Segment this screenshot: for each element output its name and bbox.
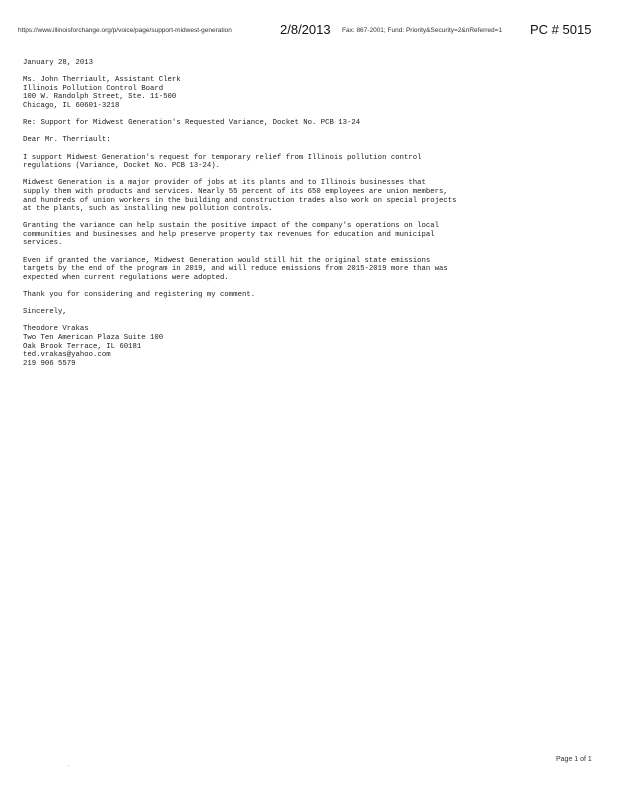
letter-body [23, 59, 588, 377]
public-comment-number: PC # 5015 [530, 22, 592, 37]
paragraph-line: Midwest Generation is a major provider of jobs at its plants and to Illinois businesses that [23, 179, 426, 188]
letter-paragraph [23, 179, 588, 213]
letter-paragraph [23, 222, 588, 248]
letter-salutation: Dear Mr. Therriault: [23, 136, 111, 145]
recipient-address [23, 76, 588, 110]
signature-address-line: Oak Brook Terrace, IL 60181 [23, 342, 142, 351]
fax-header-url: https://www.illinoisforchange.org/p/voice/page/support-midwest-generation [18, 27, 232, 34]
paragraph-line: expected when current regulations were adopted. [23, 273, 229, 282]
paragraph-line: at the plants, such as installing new pollution controls. [23, 205, 273, 214]
recipient-line: Ms. John Therriault, Assistant Clerk [23, 76, 181, 85]
footer-mark: . [68, 762, 70, 768]
paragraph-line: and hundreds of union workers in the building and construction trades also work on special projects [23, 196, 457, 205]
signature-name: Theodore Vrakas [23, 325, 89, 334]
recipient-line: Illinois Pollution Control Board [23, 84, 164, 93]
paragraph-line: Thank you for considering and registering my comment. [23, 291, 256, 300]
fax-header-meta: Fax: 867-2001; Fund: Priority&Security=2&nReferred=1 [342, 27, 503, 34]
letter-subject: Re: Support for Midwest Generation's Requested Variance, Docket No. PCB 13-24 [23, 119, 361, 128]
signature-email: ted.vrakas@yahoo.com [23, 351, 111, 360]
paragraph-line: communities and businesses and help preserve property tax revenues for education and municipal [23, 230, 435, 239]
letter-paragraph [23, 257, 588, 283]
paragraph-line: I support Midwest Generation's request for temporary relief from Illinois pollution control [23, 153, 422, 162]
letter-paragraph [23, 154, 588, 171]
letter-date: January 28, 2013 [23, 59, 94, 67]
paragraph-line: services. [23, 239, 63, 248]
paragraph-line: targets by the end of the program in 2019, and will reduce emissions from 2015-2019 more than was [23, 265, 448, 274]
paragraph-line: Granting the variance can help sustain the positive impact of the company's operations on local [23, 222, 439, 231]
letter-closing: Sincerely, [23, 308, 67, 317]
paragraph-line: supply them with products and services. Nearly 55 percent of its 650 employees are union members, [23, 187, 448, 196]
letter-paragraph [23, 291, 588, 300]
fax-header [18, 22, 600, 40]
page-number: Page 1 of 1 [556, 756, 592, 763]
fax-header-date: 2/8/2013 [280, 22, 331, 37]
recipient-line: Chicago, IL 60601-3218 [23, 101, 120, 110]
paragraph-line: Even if granted the variance, Midwest Generation would still hit the original state emissions [23, 256, 431, 265]
signature-phone: 219 906 5579 [23, 359, 76, 368]
signature-block [23, 325, 588, 368]
recipient-line: 100 W. Randolph Street, Ste. 11-500 [23, 93, 177, 102]
signature-address-line: Two Ten American Plaza Suite 100 [23, 334, 164, 342]
paragraph-line: regulations (Variance, Docket No. PCB 13-24). [23, 162, 221, 171]
